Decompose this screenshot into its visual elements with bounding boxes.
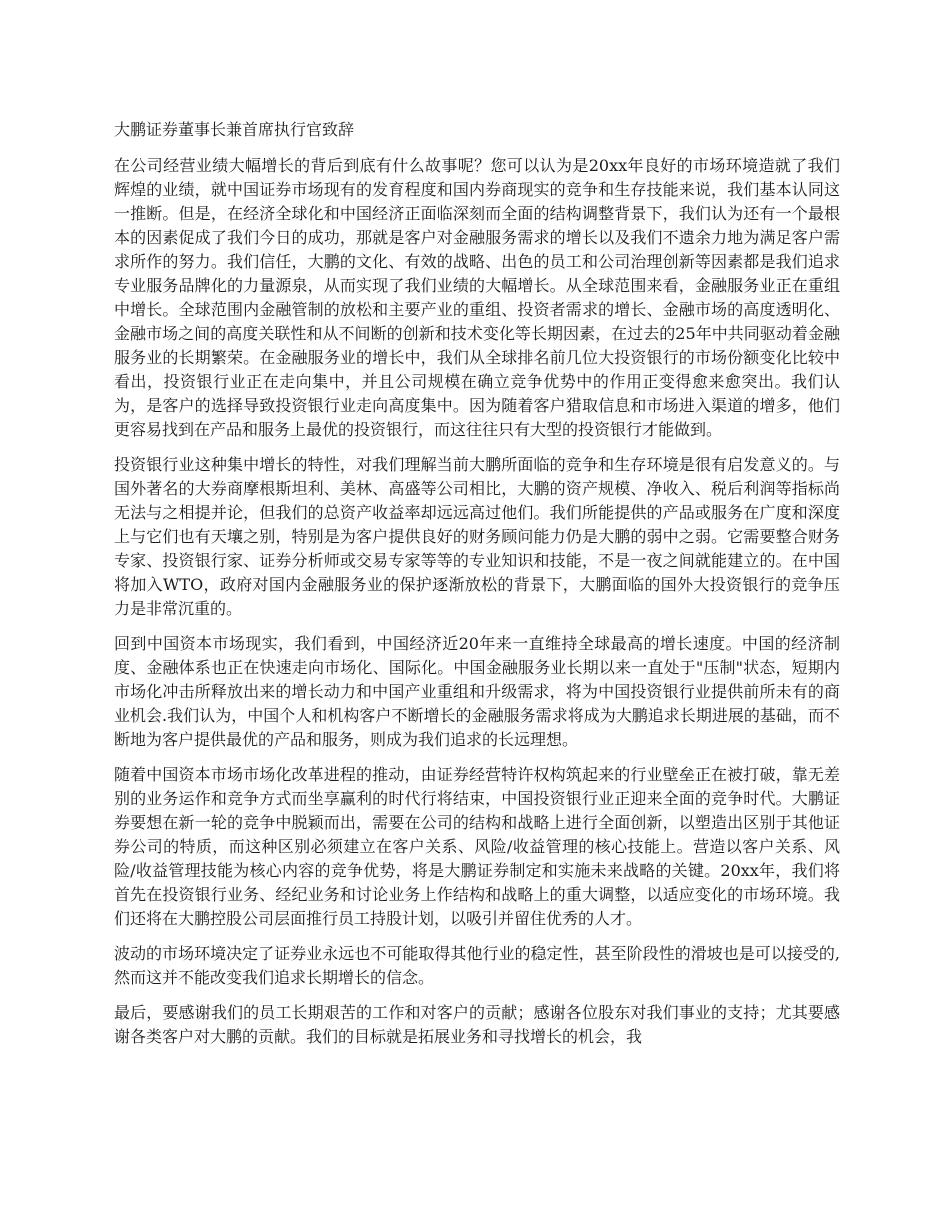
paragraph-3: 回到中国资本市场现实，我们看到，中国经济近20年来一直维持全球最高的增长速度。中国的经济制度、金融体系也正在快速走向市场化、国际化。中国金融服务业长期以来一直处于"压制"状态，短期内市场化冲击所释放出来的增长动力和中国产业重组和升级需求，将为中国投资银行业提供前所未有的商业机会.我们认为，中国个人和机构客户不断增长的金融服务需求将成为大鹏追求长期进展的基础，而不断地为客户提供最优的产品和服务，则成为我们追求的长远理想。	[114, 634, 840, 749]
paragraph-1: 在公司经营业绩大幅增长的背后到底有什么故事呢？您可以认为是20xx年良好的市场环境造就了我们辉煌的业绩，就中国证券市场现有的发育程度和国内券商现实的竞争和生存技能来说，我们基本认同这一推断。但是，在经济全球化和中国经济正面临深刻而全面的结构调整背景下，我们认为还有一个最根本的因素促成了我们今日的成功，那就是客户对金融服务需求的增长以及我们不遗余力地为满足客户需求所作的努力。我们信任，大鹏的文化、有效的战略、出色的员工和公司治理创新等因素都是我们追求专业服务品牌化的力量源泉，从而实现了我们业绩的大幅增长。从全球范围来看，金融服务业正在重组中增长。全球范围内金融管制的放松和主要产业的重组、投资者需求的增长、金融市场的高度透明化、金融市场之间的高度关联性和从不间断的创新和技术变化等长期因素，在过去的25年中共同驱动着金融服务业的长期繁荣。在金融服务业的增长中，我们从全球排名前几位大投资银行的市场份额变化比较中看出，投资银行业正在走向集中，并且公司规模在确立竞争优势中的作用正变得愈来愈突出。我们认为，是客户的选择导致投资银行业走向高度集中。因为随着客户猎取信息和市场进入渠道的增多，他们更容易找到在产品和服务上最优的投资银行，而这往往只有大型的投资银行才能做到。	[114, 156, 840, 439]
paragraph-2: 投资银行业这种集中增长的特性，对我们理解当前大鹏所面临的竞争和生存环境是很有启发意义的。与国外著名的大券商摩根斯坦利、美林、高盛等公司相比，大鹏的资产规模、净收入、税后利润等指标尚无法与之相提并论，但我们的总资产收益率却远远高过他们。我们所能提供的产品或服务在广度和深度上与它们也有天壤之别，特别是为客户提供良好的财务顾问能力仍是大鹏的弱中之弱。它需要整合财务专家、投资银行家、证券分析师或交易专家等等的专业知识和技能，不是一夜之间就能建立的。在中国将加入WTO，政府对国内金融服务业的保护逐渐放松的背景下，大鹏面临的国外大投资银行的竞争压力是非常沉重的。	[114, 455, 840, 618]
paragraph-6: 最后，要感谢我们的员工长期艰苦的工作和对客户的贡献；感谢各位股东对我们事业的支持；尤其要感谢各类客户对大鹏的贡献。我们的目标就是拓展业务和寻找增长的机会，我	[114, 1003, 840, 1046]
paragraph-4: 随着中国资本市场市场化改革进程的推动，由证券经营特许权构筑起来的行业壁垒正在被打破，靠无差别的业务运作和竞争方式而坐享赢利的时代行将结束，中国投资银行业正迎来全面的竞争时代。大鹏证券要想在新一轮的竞争中脱颖而出，需要在公司的结构和战略上进行全面创新，以塑造出区别于其他证券公司的特质，而这种区别必须建立在客户关系、风险/收益管理的核心技能上。营造以客户关系、风险/收益管理技能为核心内容的竞争优势，将是大鹏证券制定和实施未来战略的关键。20xx年，我们将首先在投资银行业务、经纪业务和讨论业务上作结构和战略上的重大调整，以适应变化的市场环境。我们还将在大鹏控股公司层面推行员工持股计划，以吸引并留住优秀的人才。	[114, 765, 840, 928]
document-page	[114, 118, 840, 1060]
paragraph-5: 波动的市场环境决定了证券业永远也不可能取得其他行业的稳定性，甚至阶段性的滑坡也是可以接受的,然而这并不能改变我们追求长期增长的信念。	[114, 944, 840, 987]
document-title: 大鹏证券董事长兼首席执行官致辞	[114, 120, 355, 139]
